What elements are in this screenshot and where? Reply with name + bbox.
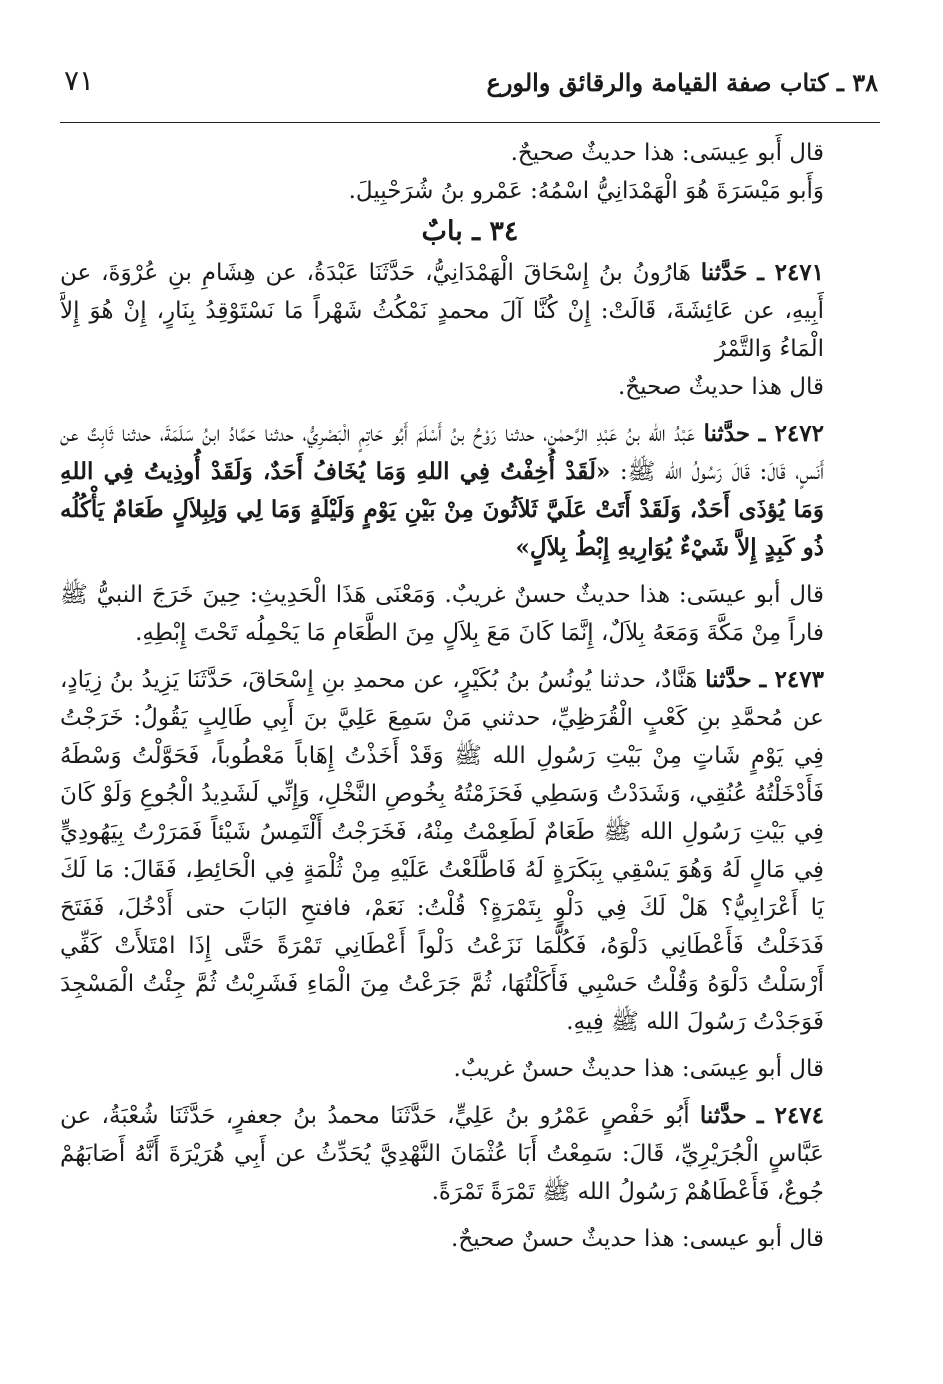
narration-keyword: حدَّثنا	[699, 1102, 747, 1129]
hadith-2472	[60, 415, 880, 567]
hadith-text: عَبْدُ الله بنُ عَبْدِ الرَّحمٰنِ، حدثنا رَوْحُ بنُ أَسْلَمَ أَبُو حَاتِمٍ الْبَصْرِيُّ، حدثنا حَمَّادُ ابنُ سَلَمَةَ، حدثنا ثَابِتٌ عن أَنَسٍ، قَالَ: قَالَ رَسُولُ الله ﷺ:	[60, 421, 824, 485]
hadith-number: ٢٤٧١ ـ	[757, 259, 825, 286]
narration-keyword: حَدَّثنا	[700, 259, 748, 286]
commentary: قال أبو عيسَى: هذا حديثٌ حسنٌ غريبٌ. وَمَعْنَى هَذَا الْحَدِيثِ: حِينَ خَرَجَ النبيُّ ﷺ فاراً مِنْ مَكَّةَ وَمَعَهُ بِلاَلٌ، إِنَّمَا كَانَ مَعَ بِلاَلٍ مِنَ الطَّعَامِ مَا يَحْمِلُه تَحْتَ إِبْطِهِ.	[60, 582, 824, 646]
header-rule	[60, 122, 880, 123]
hadith-number: ٢٤٧٢ ـ	[758, 420, 824, 447]
narration-keyword: حدَّثنا	[703, 420, 751, 447]
narrator-note: وَأَبو مَيْسَرَةَ هُوَ الْهَمْدَانِيُّ اسْمُهُ: عَمْرو بنُ شُرَحْبِيلَ.	[348, 178, 824, 204]
page-body	[60, 134, 880, 1364]
verdict-line: قال أبو عيسى: هذا حديثٌ حسنٌ صحيحٌ.	[451, 1226, 824, 1252]
hadith-2473	[60, 661, 880, 1041]
chapter-title: ٣٤ ـ بابٌ	[421, 216, 519, 247]
hadith-number: ٢٤٧٣ ـ	[759, 666, 824, 693]
hadith-2474	[60, 1097, 880, 1211]
verdict-line: قال أَبو عِيسَى: هذا حديثٌ صحيحٌ.	[510, 140, 824, 166]
hadith-text: أَبُو حَفْصٍ عَمْرُو بنُ عَلِيٍّ، حَدَّثَنَا محمدُ بنُ جعفرٍ، حَدَّثَنَا شُعْبَةُ، عن عَبَّاسٍ الْجُرَيْرِيِّ، قَالَ: سَمِعْتُ أَبَا عُثْمَانَ النَّهْدِيَّ يُحَدِّثُ عن أَبِي هُرَيْرَةَ أَنَّهُ أَصَابَهُمْ جُوعٌ، فَأَعْطَاهُمْ رَسُولُ الله ﷺ تَمْرَةً تَمْرَةً.	[60, 1103, 824, 1205]
verdict-line: قال هذا حديثٌ صحيحٌ.	[618, 374, 824, 400]
hadith-text: هَارُونُ بنُ إِسْحَاقَ الْهَمْدَانِيُّ، حَدَّثَنَا عَبْدَةُ، عن هِشَامِ بنِ عُرْوَةَ، عن أَبِيهِ، عن عَائِشَةَ، قَالَتْ: إِنْ كُنَّا آلَ محمدٍ نَمْكُثُ شَهْراً مَا نَسْتَوْقِدُ بِنَارٍ، إِنْ هُوَ إِلاَّ الْمَاءُ وَالتَّمْرُ	[60, 260, 824, 362]
page-header	[60, 66, 880, 106]
verdict-line: قال أبو عِيسَى: هذا حديثٌ حسنٌ غريبٌ.	[453, 1056, 824, 1082]
running-title: ٣٨ ـ كتاب صفة القيامة والرقائق والورع	[486, 68, 878, 97]
hadith-2471	[60, 254, 880, 368]
narration-keyword: حدَّثنا	[705, 666, 752, 693]
hadith-text: هَنَّادٌ، حدثنا يُونُسُ بنُ بُكَيْرٍ، عن محمدِ بنِ إِسْحَاقَ، حَدَّثَنَا يَزِيدُ بنُ زِيَادٍ، عن مُحمَّدِ بنِ كَعْبٍ الْقُرَظِيِّ، حدثني مَنْ سَمِعَ عَلِيَّ بنَ أَبِي طَالِبٍ يَقُولُ: خَرَجْتُ فِي يَوْمٍ شَاتٍ مِنْ بَيْتِ رَسُولِ الله ﷺ وَقَدْ أَخَذْتُ إِهَاباً مَعْطُوباً، فَحَوَّلْتُ وَسْطَهُ فَأَدْخَلْتُهُ عُنُقِي، وَشَدَدْتُ وَسَطِي فَحَزَمْتُهُ بِخُوصِ النَّخْلِ، وَإِنِّي لَشَدِيدُ الْجُوعِ وَلَوْ كَانَ فِي بَيْتِ رَسُولِ الله ﷺ طَعَامٌ لَطَعِمْتُ مِنْهُ، فَخَرَجْتُ أَلْتَمِسُ شَيْئاً فَمَرَرْتُ بِيَهُودِيٍّ فِي مَالٍ لَهُ وَهُوَ يَسْقِي بِبَكَرَةٍ لَهُ فَاطَّلَعْتُ عَلَيْهِ مِنْ ثُلْمَةٍ فِي الْحَائِطِ، فَقَالَ: مَا لَكَ يَا أَعْرَابِيُّ؟ هَلْ لَكَ فِي دَلْوٍ بِتَمْرَةٍ؟ قُلْتُ: نَعَمْ، فافتحِ البَابَ حتى أَدْخُلَ، فَفَتَحَ فَدَخَلْتُ فَأَعْطَانِي دَلْوَهُ، فَكُلَّمَا نَزَعْتُ دَلْواً أَعْطَانِي تَمْرَةً حَتَّى إِذَا امْتَلأَتْ كَفِّي أَرْسَلْتُ دَلْوَهُ وَقُلْتُ حَسْبِي فَأَكَلْتُهَا، ثُمَّ جَرَعْتُ مِنَ الْمَاءِ فَشَرِبْتُ ثُمَّ جِئْتُ الْمَسْجِدَ فَوَجَدْتُ رَسُولَ الله ﷺ فِيهِ.	[60, 667, 824, 1035]
prophetic-quote: «لَقَدْ أُخِفْتُ فِي اللهِ وَمَا يُخَافُ أَحَدٌ، وَلَقَدْ أُوذِيتُ فِي اللهِ وَمَا يُؤذَى أَحَدٌ، وَلَقَدْ أَتَتْ عَلَيَّ ثَلاَثُونَ مِنْ بَيْنِ يَوْمٍ وَلَيْلَةٍ وَمَا لِي وَلِبِلاَلٍ طَعَامٌ يَأْكُلُه ذُو كَبِدٍ إِلاَّ شَيْءٌ يُوَارِيهِ إِبْطُ بِلاَلٍ»	[60, 458, 824, 561]
page-number: ٧١	[64, 64, 95, 97]
hadith-number: ٢٤٧٤ ـ	[756, 1102, 825, 1129]
